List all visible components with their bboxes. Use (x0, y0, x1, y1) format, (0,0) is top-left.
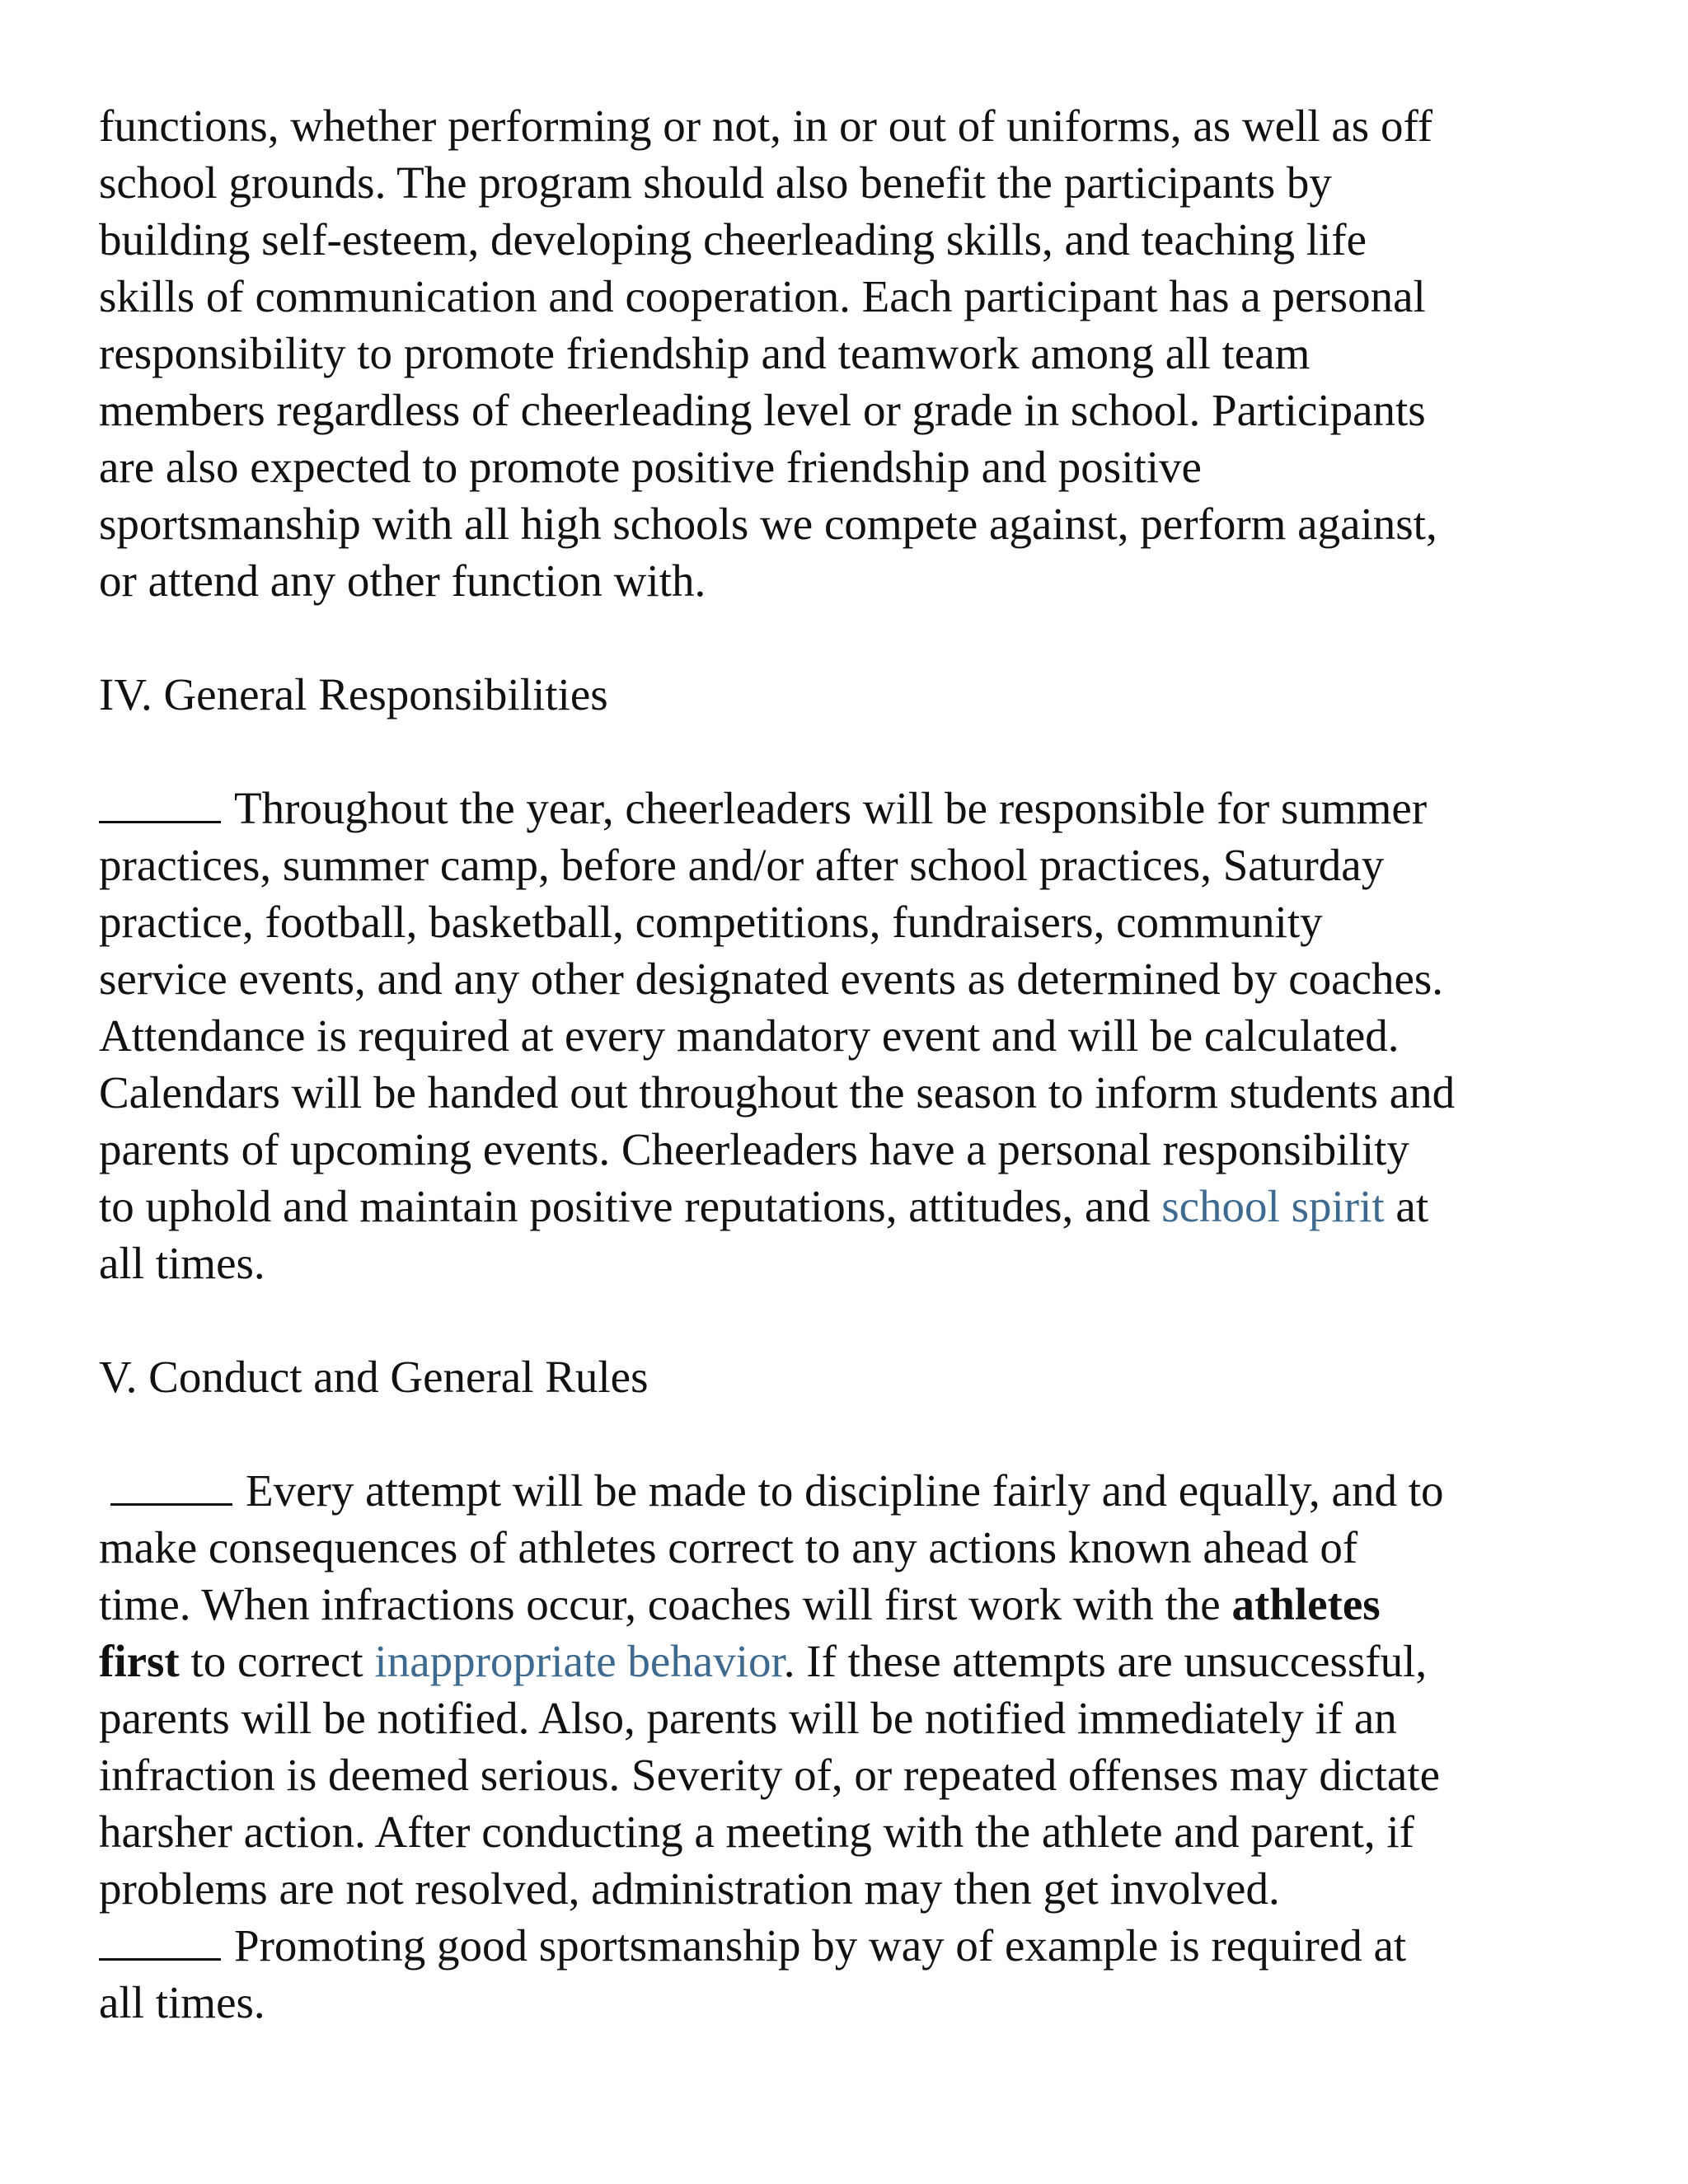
spacer (99, 609, 1582, 666)
spacer (99, 1405, 1582, 1462)
section-v-line: make consequences of athletes correct to any actions known ahead of (99, 1522, 1358, 1572)
school-spirit-link[interactable]: school spirit (1161, 1181, 1385, 1231)
intro-line: are also expected to promote positive friendship and positive (99, 442, 1202, 492)
intro-line: functions, whether performing or not, in or out of uniforms, as well as off (99, 101, 1433, 151)
section-iv-heading: IV. General Responsibilities (99, 669, 608, 719)
section-v-line: harsher action. After conducting a meeting with the athlete and parent, if (99, 1807, 1414, 1857)
section-v-line (99, 1917, 1582, 1974)
section-v-line: parents will be notified. Also, parents will be notified immediately if an (99, 1693, 1397, 1743)
section-v-line-text: to correct (179, 1636, 375, 1686)
section-iv-line: service events, and any other designated events as determined by coaches. (99, 954, 1444, 1004)
initials-blank[interactable] (110, 1463, 232, 1506)
document-body (99, 97, 1582, 2031)
section-iv-line: Calendars will be handed out throughout the season to inform students and (99, 1067, 1456, 1118)
inappropriate-behavior-link[interactable]: inappropriate behavior (374, 1636, 784, 1686)
section-v-line-text: . If these attempts are unsuccessful, (783, 1636, 1428, 1686)
athletes-bold: athletes (1231, 1579, 1381, 1629)
intro-line: skills of communication and cooperation. Each participant has a personal (99, 271, 1426, 321)
section-v-line: problems are not resolved, administration may then get involved. (99, 1863, 1280, 1914)
section-v-heading: V. Conduct and General Rules (99, 1352, 649, 1402)
initials-blank[interactable] (99, 780, 221, 823)
intro-line: sportsmanship with all high schools we compete against, perform against, (99, 499, 1437, 549)
section-v-line (99, 1633, 1582, 1690)
initials-blank[interactable] (99, 1918, 221, 1961)
section-v-line-text: Promoting good sportsmanship by way of example is required at (234, 1920, 1407, 1971)
section-iv-line: Attendance is required at every mandatory event and will be calculated. (99, 1010, 1400, 1061)
section-iv-line: all times. (99, 1238, 265, 1288)
section-iv-line (99, 780, 1582, 837)
section-iv-line: practice, football, basketball, competitions, fundraisers, community (99, 897, 1323, 947)
section-v-line: infraction is deemed serious. Severity of, or repeated offenses may dictate (99, 1750, 1441, 1800)
intro-paragraph (99, 97, 1582, 609)
intro-line: or attend any other function with. (99, 555, 706, 606)
intro-line: building self-esteem, developing cheerleading skills, and teaching life (99, 214, 1367, 265)
intro-line: school grounds. The program should also benefit the participants by (99, 157, 1332, 208)
section-iv-line: parents of upcoming events. Cheerleaders have a personal responsibility (99, 1124, 1409, 1174)
section-v-line (99, 1576, 1582, 1633)
spacer (99, 1291, 1582, 1348)
spacer (99, 723, 1582, 780)
section-v-line (99, 1462, 1582, 1519)
section-iv-paragraph (99, 780, 1582, 1291)
first-bold: first (99, 1636, 180, 1686)
section-iv-line-text: at (1384, 1181, 1429, 1231)
intro-line: members regardless of cheerleading level or grade in school. Participants (99, 385, 1426, 435)
section-v-line-text: time. When infractions occur, coaches will first work with the (99, 1579, 1232, 1629)
section-iv-line-text: Throughout the year, cheerleaders will be responsible for summer (234, 783, 1428, 833)
section-v-line: all times. (99, 1977, 265, 2027)
section-v-paragraph (99, 1462, 1582, 2031)
section-v-line-text: Every attempt will be made to discipline fairly and equally, and to (246, 1465, 1444, 1516)
section-iv-line (99, 1178, 1582, 1235)
intro-line: responsibility to promote friendship and teamwork among all team (99, 328, 1311, 378)
section-iv-line: practices, summer camp, before and/or after school practices, Saturday (99, 840, 1385, 890)
section-iv-line-text: to uphold and maintain positive reputations, attitudes, and (99, 1181, 1162, 1231)
